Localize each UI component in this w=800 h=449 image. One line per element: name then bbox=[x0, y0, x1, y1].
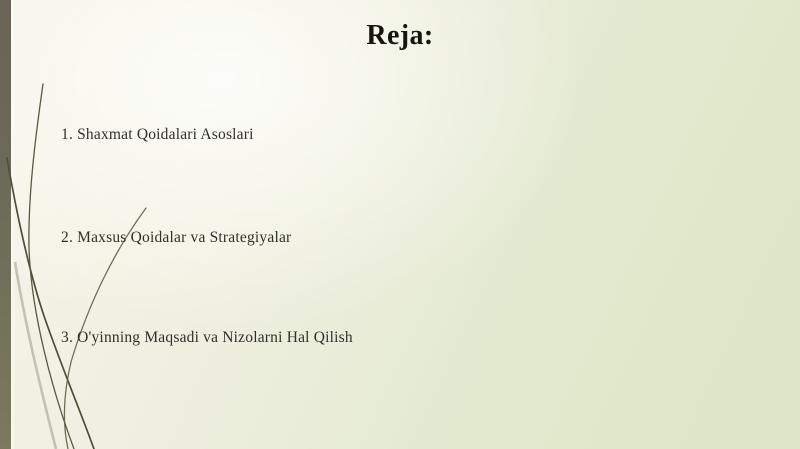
list-item-3: 3. O'yinning Maqsadi va Nizolarni Hal Qilish bbox=[61, 329, 353, 346]
list-item-2: 2. Maxsus Qoidalar va Strategiyalar bbox=[61, 229, 292, 246]
slide-title: Reja: bbox=[366, 20, 434, 51]
wisp-blade-main bbox=[7, 158, 94, 449]
list-item-1: 1. Shaxmat Qoidalari Asoslari bbox=[61, 126, 254, 143]
